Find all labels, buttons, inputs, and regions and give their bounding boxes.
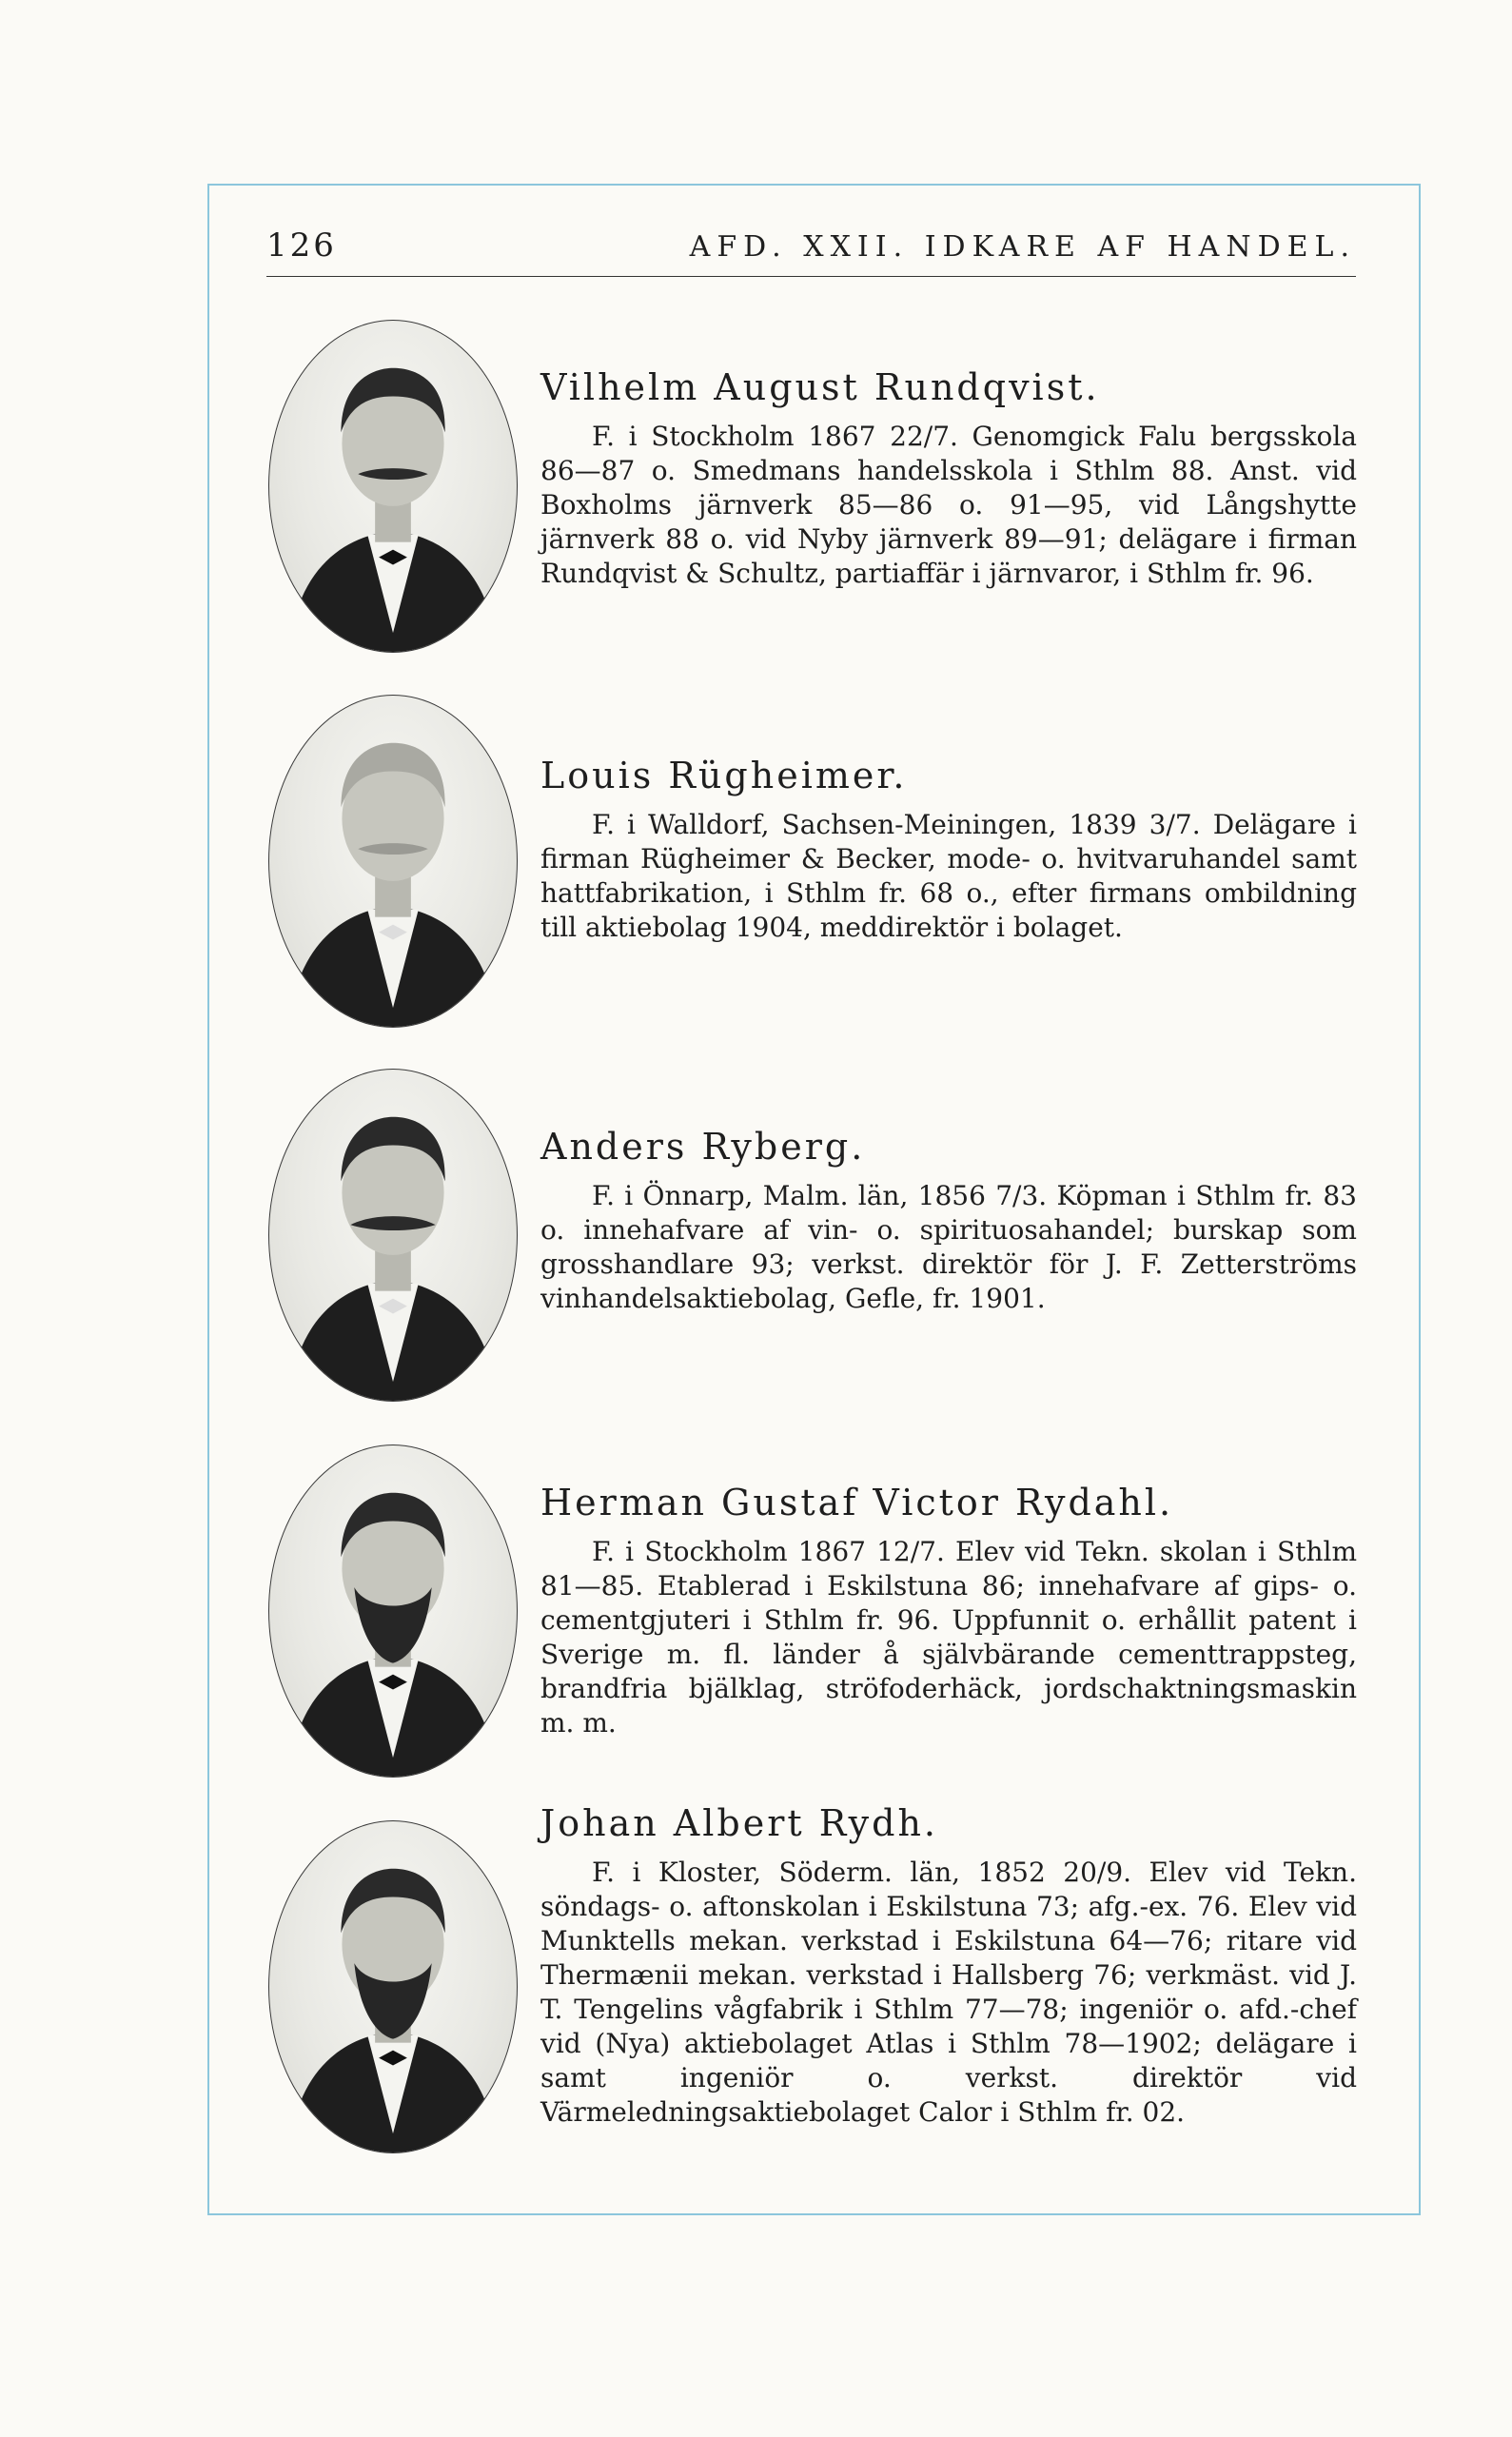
person-name: Vilhelm August Rundqvist. xyxy=(540,366,1100,408)
biography-text: F. i Kloster, Söderm. län, 1852 20/9. Elev vid Tekn. söndags- o. aftonskolan i Eskilstuna 73; afg.-ex. 76. Elev vid Munktells mekan. verkstad i Eskilstuna 64—76; ritare vid Thermænii mekan. verkstad i Hallsberg 76; verkmäst. vid J. T. Tengelins vågfabrik i Sthlm 77—78; ingeniör o. afd.-chef vid (Nya) aktiebolaget Atlas i Sthlm 78—1902; delägare i samt ingeniör o. verkst. direktör vid Värmeledningsaktiebolaget Calor i Sthlm fr. 02. xyxy=(540,1857,1357,2128)
person-name: Herman Gustaf Victor Rydahl. xyxy=(540,1482,1174,1523)
portrait-photo xyxy=(268,320,518,653)
person-name: Anders Ryberg. xyxy=(540,1126,866,1168)
page-number: 126 xyxy=(266,226,337,265)
portrait-photo xyxy=(268,1069,518,1402)
biography-entry xyxy=(540,1802,1357,2130)
page-header xyxy=(266,226,1356,277)
portrait-photo xyxy=(268,695,518,1028)
person-name: Johan Albert Rydh. xyxy=(540,1802,939,1844)
biography-entry xyxy=(540,1126,1357,1316)
person-name: Louis Rügheimer. xyxy=(540,755,908,796)
portrait-photo xyxy=(268,1445,518,1778)
biography-text: F. i Stockholm 1867 12/7. Elev vid Tekn. skolan i Sthlm 81—85. Etablerad i Eskilstuna 86; innehafvare af gips- o. cementgjuteri i Sthlm fr. 96. Uppfunnit o. erhållit patent i Sverige m. fl. länder å självbärande cementtrappsteg, brandfria bjälklag, ströfoderhäck, jordschaktningsmaskin m. m. xyxy=(540,1536,1357,1739)
biography-text: F. i Stockholm 1867 22/7. Genomgick Falu bergsskola 86—87 o. Smedmans handelsskola i Sthlm 88. Anst. vid Boxholms järnverk 85—86 o. 91—95, vid Långshytte järnverk 88 o. vid Nyby järnverk 89—91; delägare i firman Rundqvist & Schultz, partiaffär i järnvaror, i Sthlm fr. 96. xyxy=(540,421,1357,589)
running-head: AFD. XXII. IDKARE AF HANDEL. xyxy=(689,230,1356,264)
portrait-photo xyxy=(268,1820,518,2153)
biography-entry xyxy=(540,1482,1357,1740)
biography-entry xyxy=(540,366,1357,591)
biography-entry xyxy=(540,755,1357,945)
biography-text: F. i Önnarp, Malm. län, 1856 7/3. Köpman i Sthlm fr. 83 o. innehafvare af vin- o. spirituosahandel; burskap som grosshandlare 93; verkst. direktör för J. F. Zetterströms vinhandelsaktiebolag, Gefle, fr. 1901. xyxy=(540,1180,1357,1314)
biography-text: F. i Walldorf, Sachsen-Meiningen, 1839 3/7. Delägare i firman Rügheimer & Becker, mode- o. hvitvaruhandel samt hattfabrikation, i Sthlm fr. 68 o., efter firmans ombildning till aktiebolag 1904, meddirektör i bolaget. xyxy=(540,809,1357,943)
